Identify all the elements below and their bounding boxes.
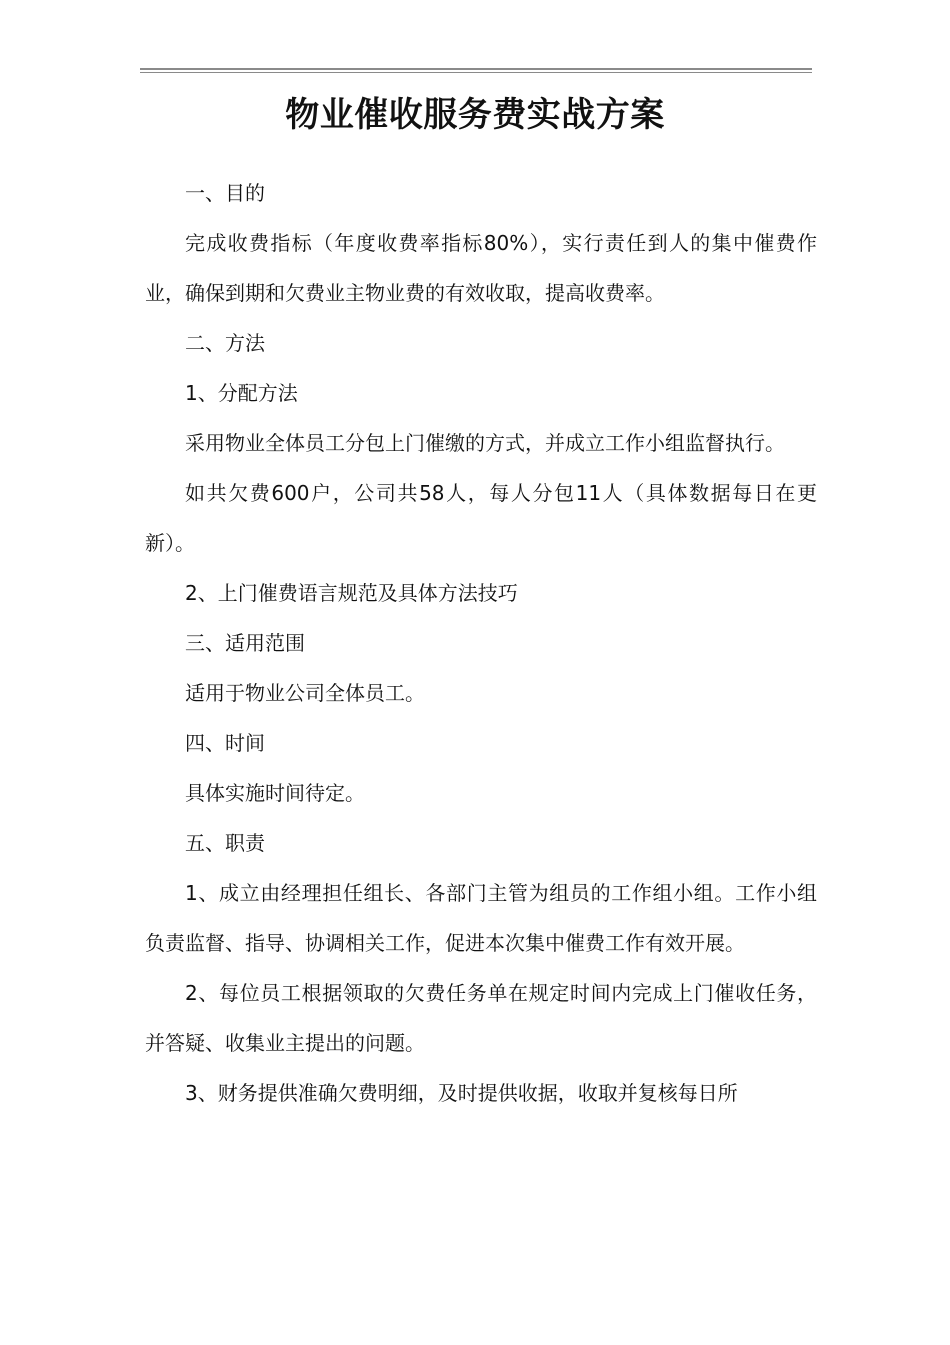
paragraph-duty-2: 2、每位员工根据领取的欠费任务单在规定时间内完成上门催收任务，并答疑、收集业主提出的问题。: [145, 981, 817, 1055]
section-heading-method: 二、方法: [185, 331, 265, 355]
subheading-techniques: 2、上门催费语言规范及具体方法技巧: [185, 581, 518, 605]
paragraph-time: 具体实施时间待定。: [185, 781, 365, 805]
section-heading-time: 四、时间: [185, 731, 265, 755]
paragraph-allocation: 采用物业全体员工分包上门催缴的方式，并成立工作小组监督执行。: [185, 431, 785, 455]
subheading-allocation: 1、分配方法: [185, 381, 298, 405]
document-body: [145, 168, 817, 1118]
section-heading-purpose: 一、目的: [185, 181, 265, 205]
header-rule: [140, 68, 812, 73]
paragraph-duty-3: 3、财务提供准确欠费明细，及时提供收据，收取并复核每日所: [185, 1081, 738, 1105]
paragraph-purpose: 完成收费指标（年度收费率指标80%），实行责任到人的集中催费作业，确保到期和欠费业主物业费的有效收取，提高收费率。: [145, 231, 817, 305]
paragraph-scope: 适用于物业公司全体员工。: [185, 681, 425, 705]
section-heading-duties: 五、职责: [185, 831, 265, 855]
paragraph-duty-1: 1、成立由经理担任组长、各部门主管为组员的工作组小组。工作小组负责监督、指导、协调相关工作，促进本次集中催费工作有效开展。: [145, 881, 817, 955]
section-heading-scope: 三、适用范围: [185, 631, 305, 655]
document-title: 物业催收服务费实战方案: [285, 95, 665, 135]
paragraph-example: 如共欠费600户，公司共58人，每人分包11人（具体数据每日在更新）。: [145, 481, 817, 555]
